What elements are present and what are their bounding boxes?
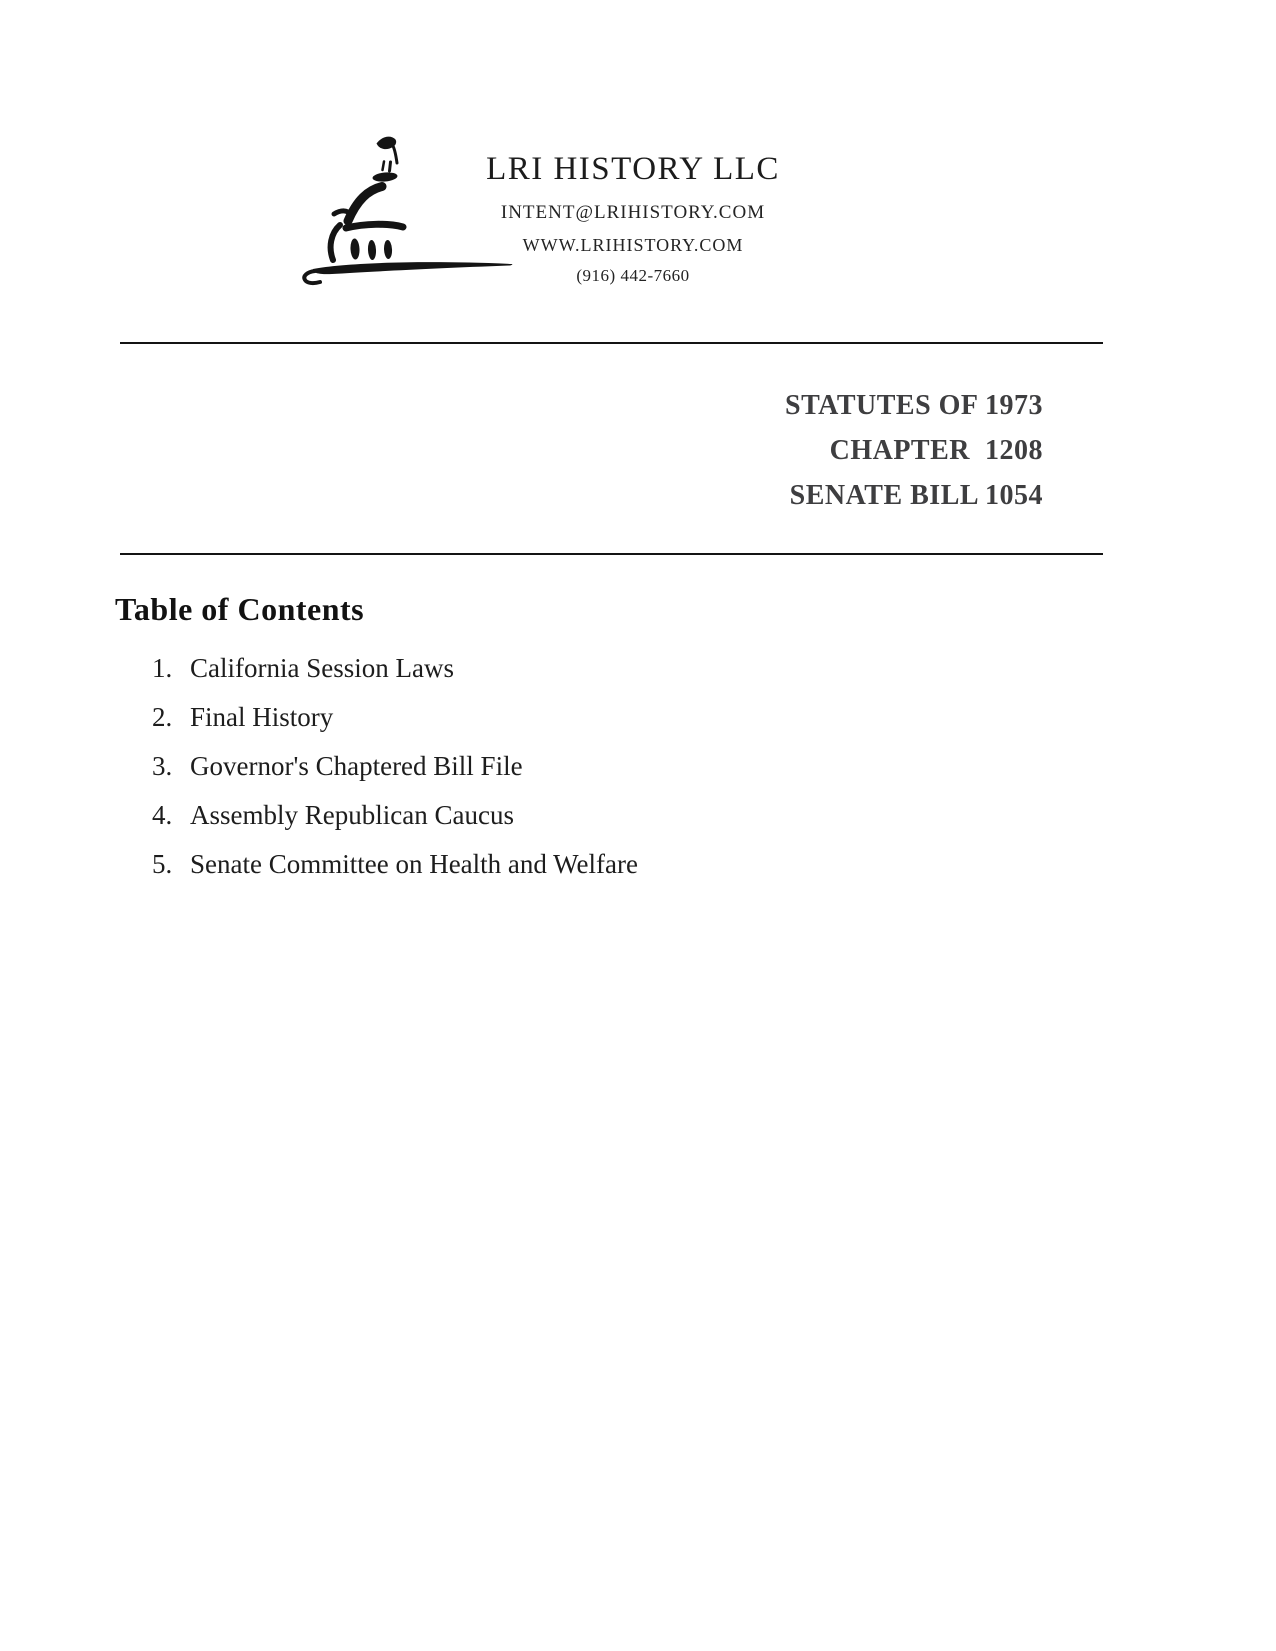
senate-bill-line: SENATE BILL 1054 bbox=[789, 480, 1043, 511]
toc-item-label: Governor's Chaptered Bill File bbox=[190, 751, 523, 781]
company-website: WWW.LRIHISTORY.COM bbox=[522, 235, 744, 255]
toc-item-number: 2. bbox=[152, 702, 173, 732]
toc-item bbox=[152, 802, 638, 829]
company-email: INTENT@LRIHISTORY.COM bbox=[500, 202, 766, 223]
toc-list bbox=[152, 655, 638, 900]
chapter-line: CHAPTER 1208 bbox=[829, 435, 1043, 466]
horizontal-rule-bottom bbox=[120, 553, 1103, 555]
statutes-line: STATUTES OF 1973 bbox=[785, 390, 1043, 421]
toc-item-number: 5. bbox=[152, 849, 173, 879]
toc-item-label: California Session Laws bbox=[190, 653, 454, 683]
toc-item-number: 1. bbox=[152, 653, 173, 683]
toc-item-number: 3. bbox=[152, 751, 173, 781]
toc-item-number: 4. bbox=[152, 800, 173, 830]
toc-item-label: Assembly Republican Caucus bbox=[190, 800, 514, 830]
horizontal-rule-top bbox=[120, 342, 1103, 344]
toc-item bbox=[152, 655, 638, 682]
letterhead bbox=[433, 149, 833, 285]
company-phone: (916) 442-7660 bbox=[576, 266, 690, 285]
toc-item-label: Senate Committee on Health and Welfare bbox=[190, 849, 638, 879]
toc-item bbox=[152, 851, 638, 878]
toc-title: Table of Contents bbox=[115, 591, 365, 627]
toc-item bbox=[152, 753, 638, 780]
toc-item-label: Final History bbox=[190, 702, 334, 732]
company-name: LRI HISTORY LLC bbox=[486, 151, 780, 187]
statute-reference-block bbox=[785, 383, 1043, 518]
toc-item bbox=[152, 704, 638, 731]
